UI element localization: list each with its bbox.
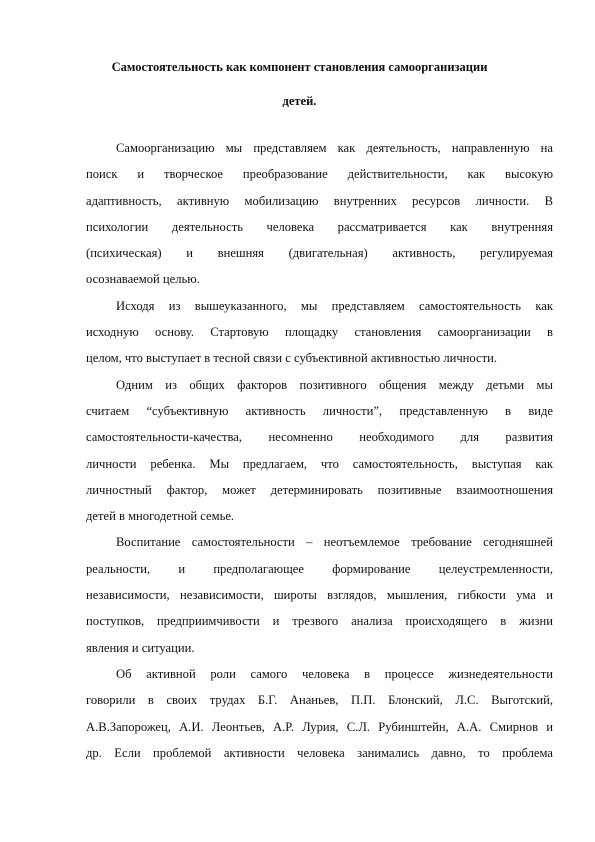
text-line: Воспитание самостоятельности – неотъемлемое требование сегодняшней: [116, 535, 553, 550]
paragraph: [86, 529, 553, 660]
paragraph: [86, 135, 553, 293]
text-line: независимости, независимости, широты взглядов, мышления, гибкости ума и: [86, 588, 553, 603]
title-line: детей.: [282, 94, 317, 108]
text-line: явления и ситуации.: [86, 640, 195, 655]
text-line: адаптивность, активную мобилизацию внутренних ресурсов личности. В: [86, 193, 553, 208]
text-line: др. Если проблемой активности человека занимались давно, то проблема: [86, 745, 553, 760]
text-line: считаем “субъективную активность личности”, представленную в виде: [86, 403, 553, 418]
text-line: (психическая) и внешняя (двигательная) активность, регулируемая: [86, 246, 553, 261]
text-line: осознаваемой целью.: [86, 272, 200, 287]
text-line: исходную основу. Стартовую площадку становления самоорганизации в: [86, 325, 553, 340]
text-line: личности ребенка. Мы предлагаем, что самостоятельность, выступая как: [86, 456, 553, 471]
text-line: говорили в своих трудах Б.Г. Ананьев, П.П. Блонский, Л.С. Выготский,: [86, 693, 553, 708]
text-line: реальности, и предполагающее формирование целеустремленности,: [86, 561, 553, 576]
text-line: психологии деятельность человека рассматривается как внутренняя: [86, 219, 553, 234]
text-line: А.В.Запорожец, А.И. Леонтьев, А.Р. Лурия, С.Л. Рубинштейн, А.А. Смирнов и: [86, 719, 553, 734]
title-line: Самостоятельность как компонент становления самоорганизации: [111, 60, 488, 74]
document-body: [86, 135, 553, 766]
text-line: Одним из общих факторов позитивного общения между детьми мы: [116, 377, 553, 392]
paragraph: [86, 661, 553, 766]
text-line: Исходя из вышеуказанного, мы представляем самостоятельность как: [116, 298, 553, 313]
text-line: Об активной роли самого человека в процессе жизнедеятельности: [116, 666, 553, 681]
paragraph: [86, 293, 553, 372]
text-line: целом, что выступает в тесной связи с субъективной активностью личности.: [86, 351, 498, 366]
text-line: самостоятельности-качества, несомненно необходимого для развития: [86, 430, 553, 445]
document-title: [88, 50, 511, 118]
text-line: детей в многодетной семье.: [86, 509, 235, 524]
text-line: Самоорганизацию мы представляем как деятельность, направленную на: [116, 141, 553, 155]
paragraph: [86, 372, 553, 530]
text-line: поступков, предприимчивости и трезвого анализа происходящего в жизни: [86, 614, 553, 629]
text-line: личностный фактор, может детерминировать позитивные взаимоотношения: [86, 482, 553, 497]
text-line: поиск и творческое преобразование действительности, как высокую: [86, 167, 553, 182]
